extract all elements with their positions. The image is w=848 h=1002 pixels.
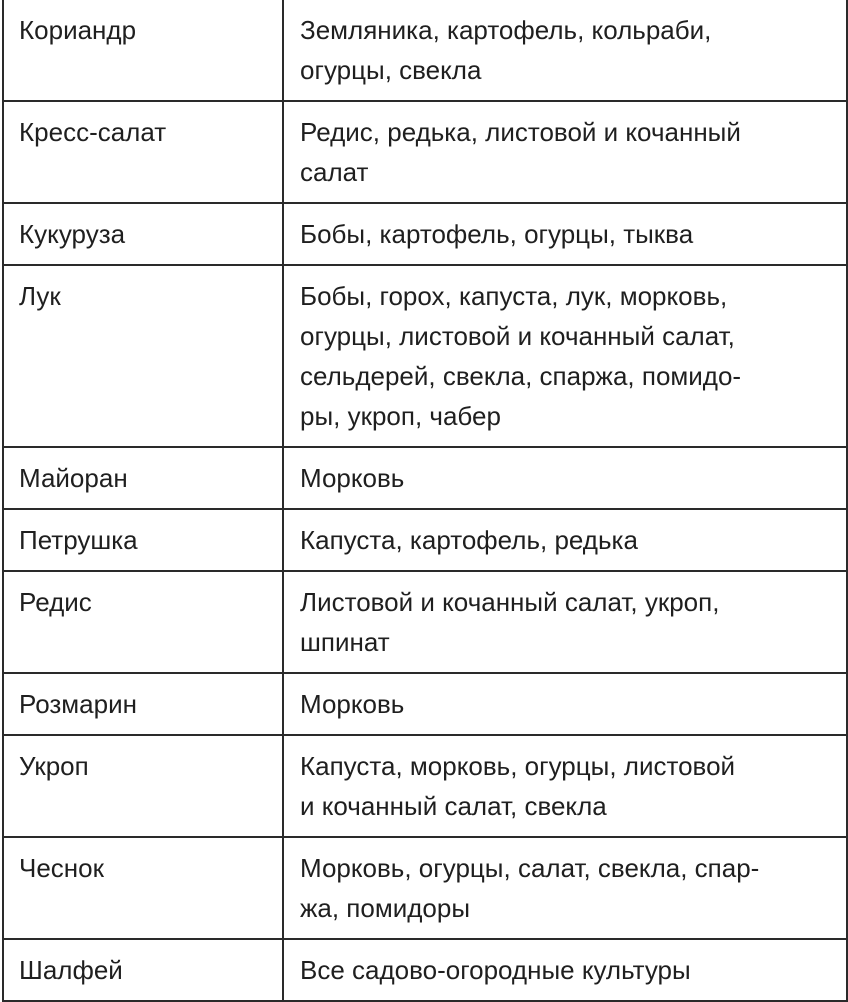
companions-line: огурцы, листовой и кочанный салат, <box>300 321 735 351</box>
companions-line: Морковь <box>300 689 405 719</box>
plant-name-cell <box>3 939 283 1001</box>
companions-line: ры, укроп, чабер <box>300 401 501 431</box>
plant-name: Кориандр <box>19 15 137 45</box>
companions-line: жа, помидоры <box>300 893 471 923</box>
companions-cell <box>283 735 847 837</box>
companions-line: салат <box>300 157 369 187</box>
companions-line: Бобы, картофель, огурцы, тыква <box>300 219 694 249</box>
companions-line: Листовой и кочанный салат, укроп, <box>300 587 720 617</box>
table-row <box>3 673 847 735</box>
companions-line: Редис, редька, листовой и кочанный <box>300 117 741 147</box>
companions-cell <box>283 939 847 1001</box>
table-row <box>3 0 847 101</box>
companions-line: Капуста, картофель, редька <box>300 525 638 555</box>
companions-line: и кочанный салат, свекла <box>300 791 607 821</box>
table-row <box>3 735 847 837</box>
companion-plants-table <box>2 0 848 1002</box>
companions-cell <box>283 0 847 101</box>
plant-name: Редис <box>19 587 92 617</box>
table-row <box>3 939 847 1001</box>
table-row <box>3 447 847 509</box>
companions-cell <box>283 509 847 571</box>
plant-name: Укроп <box>19 751 89 781</box>
companions-line: шпинат <box>300 627 390 657</box>
plant-name: Майоран <box>19 463 128 493</box>
companions-line: Все садово-огородные культуры <box>300 955 691 985</box>
table-row <box>3 265 847 447</box>
plant-name-cell <box>3 837 283 939</box>
companions-cell <box>283 203 847 265</box>
table-row <box>3 571 847 673</box>
table-row <box>3 101 847 203</box>
companions-cell <box>283 265 847 447</box>
plant-name-cell <box>3 203 283 265</box>
companions-line: Бобы, горох, капуста, лук, морковь, <box>300 281 728 311</box>
companions-line: Морковь <box>300 463 405 493</box>
table-row <box>3 509 847 571</box>
companions-cell <box>283 447 847 509</box>
plant-name-cell <box>3 101 283 203</box>
companions-line: огурцы, свекла <box>300 55 482 85</box>
companions-line: Земляника, картофель, кольраби, <box>300 15 712 45</box>
plant-name: Кресс-салат <box>19 117 167 147</box>
table-row <box>3 203 847 265</box>
companions-cell <box>283 837 847 939</box>
plant-name-cell <box>3 447 283 509</box>
plant-name-cell <box>3 571 283 673</box>
companions-cell <box>283 571 847 673</box>
plant-name-cell <box>3 0 283 101</box>
plant-name-cell <box>3 265 283 447</box>
companions-cell <box>283 101 847 203</box>
companions-cell <box>283 673 847 735</box>
companions-line: Морковь, огурцы, салат, свекла, спар- <box>300 853 760 883</box>
table-row <box>3 837 847 939</box>
companions-line: Капуста, морковь, огурцы, листовой <box>300 751 736 781</box>
plant-name: Петрушка <box>19 525 138 555</box>
plant-name-cell <box>3 673 283 735</box>
plant-name-cell <box>3 735 283 837</box>
plant-name: Розмарин <box>19 689 137 719</box>
plant-name: Чеснок <box>19 853 104 883</box>
plant-name-cell <box>3 509 283 571</box>
plant-name: Лук <box>19 281 61 311</box>
plant-name: Кукуруза <box>19 219 126 249</box>
companions-line: сельдерей, свекла, спаржа, помидо- <box>300 361 742 391</box>
plant-name: Шалфей <box>19 955 123 985</box>
